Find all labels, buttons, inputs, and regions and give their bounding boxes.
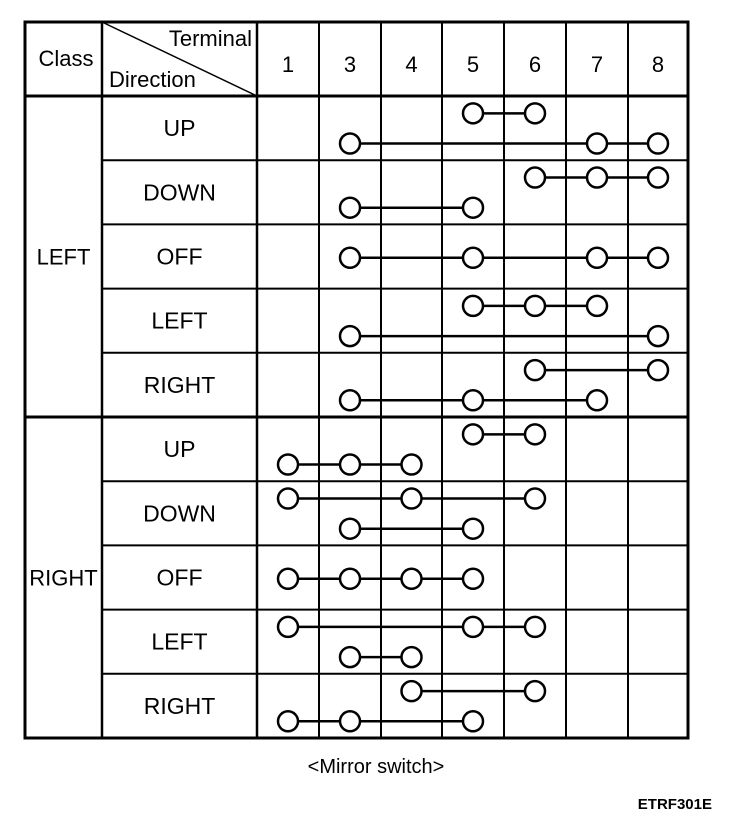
terminal-node-5 bbox=[463, 569, 483, 589]
terminal-node-7 bbox=[587, 390, 607, 410]
terminal-node-5 bbox=[463, 390, 483, 410]
connection-4-6 bbox=[402, 681, 546, 701]
terminal-node-3 bbox=[340, 248, 360, 268]
terminal-node-5 bbox=[463, 424, 483, 444]
table-grid bbox=[25, 22, 688, 738]
terminal-node-3 bbox=[340, 519, 360, 539]
terminal-node-6 bbox=[525, 424, 545, 444]
terminal-node-8 bbox=[648, 168, 668, 188]
group-label-left: LEFT bbox=[36, 244, 91, 270]
terminal-node-7 bbox=[587, 248, 607, 268]
terminal-node-7 bbox=[587, 168, 607, 188]
connection-5-6-7 bbox=[463, 296, 607, 316]
group-label-right: RIGHT bbox=[29, 565, 98, 591]
terminal-node-6 bbox=[525, 168, 545, 188]
terminal-node-3 bbox=[340, 455, 360, 475]
terminal-node-8 bbox=[648, 248, 668, 268]
direction-label-left: LEFT bbox=[151, 307, 208, 334]
connection-3-5 bbox=[340, 519, 483, 539]
terminal-node-4 bbox=[402, 455, 422, 475]
terminal-node-3 bbox=[340, 326, 360, 346]
terminal-node-7 bbox=[587, 296, 607, 316]
terminal-node-4 bbox=[402, 489, 422, 509]
terminal-node-4 bbox=[402, 647, 422, 667]
terminal-node-1 bbox=[278, 617, 298, 637]
terminal-node-5 bbox=[463, 519, 483, 539]
terminal-label-1: 1 bbox=[281, 52, 295, 77]
terminal-label-4: 4 bbox=[405, 52, 418, 77]
terminal-node-6 bbox=[525, 103, 545, 123]
terminal-node-5 bbox=[463, 711, 483, 731]
direction-label-right: RIGHT bbox=[143, 692, 216, 719]
direction-label-right: RIGHT bbox=[143, 371, 216, 398]
terminal-node-8 bbox=[648, 360, 668, 380]
direction-label-up: UP bbox=[163, 115, 196, 142]
figure-caption: <Mirror switch> bbox=[307, 756, 445, 778]
terminal-node-7 bbox=[587, 134, 607, 154]
direction-header: Direction bbox=[109, 67, 196, 92]
terminal-node-6 bbox=[525, 489, 545, 509]
connection-6-7-8 bbox=[525, 168, 668, 188]
terminal-node-3 bbox=[340, 390, 360, 410]
terminal-node-6 bbox=[525, 360, 545, 380]
terminal-node-3 bbox=[340, 198, 360, 218]
class-header: Class bbox=[38, 46, 94, 71]
direction-label-left: LEFT bbox=[151, 628, 208, 655]
terminal-node-4 bbox=[402, 681, 422, 701]
direction-label-down: DOWN bbox=[143, 500, 216, 527]
terminal-node-1 bbox=[278, 489, 298, 509]
terminal-node-1 bbox=[278, 569, 298, 589]
terminal-node-5 bbox=[463, 296, 483, 316]
terminal-label-8: 8 bbox=[651, 52, 665, 77]
terminal-node-6 bbox=[525, 296, 545, 316]
terminal-node-5 bbox=[463, 248, 483, 268]
terminal-node-1 bbox=[278, 455, 298, 475]
connection-3-5 bbox=[340, 198, 483, 218]
terminal-node-3 bbox=[340, 711, 360, 731]
terminal-label-7: 7 bbox=[590, 52, 604, 77]
terminal-node-8 bbox=[648, 134, 668, 154]
terminal-label-5: 5 bbox=[466, 52, 480, 77]
direction-label-down: DOWN bbox=[143, 179, 216, 206]
terminal-node-6 bbox=[525, 617, 545, 637]
table-frame bbox=[25, 22, 688, 738]
terminal-node-3 bbox=[340, 569, 360, 589]
direction-label-off: OFF bbox=[156, 243, 203, 270]
terminal-label-3: 3 bbox=[343, 52, 357, 77]
direction-label-up: UP bbox=[163, 436, 196, 463]
terminal-node-3 bbox=[340, 134, 360, 154]
terminal-label-6: 6 bbox=[528, 52, 542, 77]
connection-6-8 bbox=[525, 360, 668, 380]
terminal-node-4 bbox=[402, 569, 422, 589]
direction-label-off: OFF bbox=[156, 564, 203, 591]
terminal-node-6 bbox=[525, 681, 545, 701]
terminal-node-5 bbox=[463, 103, 483, 123]
figure-id: ETRF301E bbox=[637, 796, 712, 813]
table-header bbox=[38, 26, 252, 92]
terminal-node-8 bbox=[648, 326, 668, 346]
terminal-node-1 bbox=[278, 711, 298, 731]
terminal-labels bbox=[282, 52, 664, 77]
terminal-node-3 bbox=[340, 647, 360, 667]
terminal-header: Terminal bbox=[168, 26, 252, 51]
terminal-node-5 bbox=[463, 617, 483, 637]
terminal-node-5 bbox=[463, 198, 483, 218]
connection-1-3-4 bbox=[278, 455, 422, 475]
